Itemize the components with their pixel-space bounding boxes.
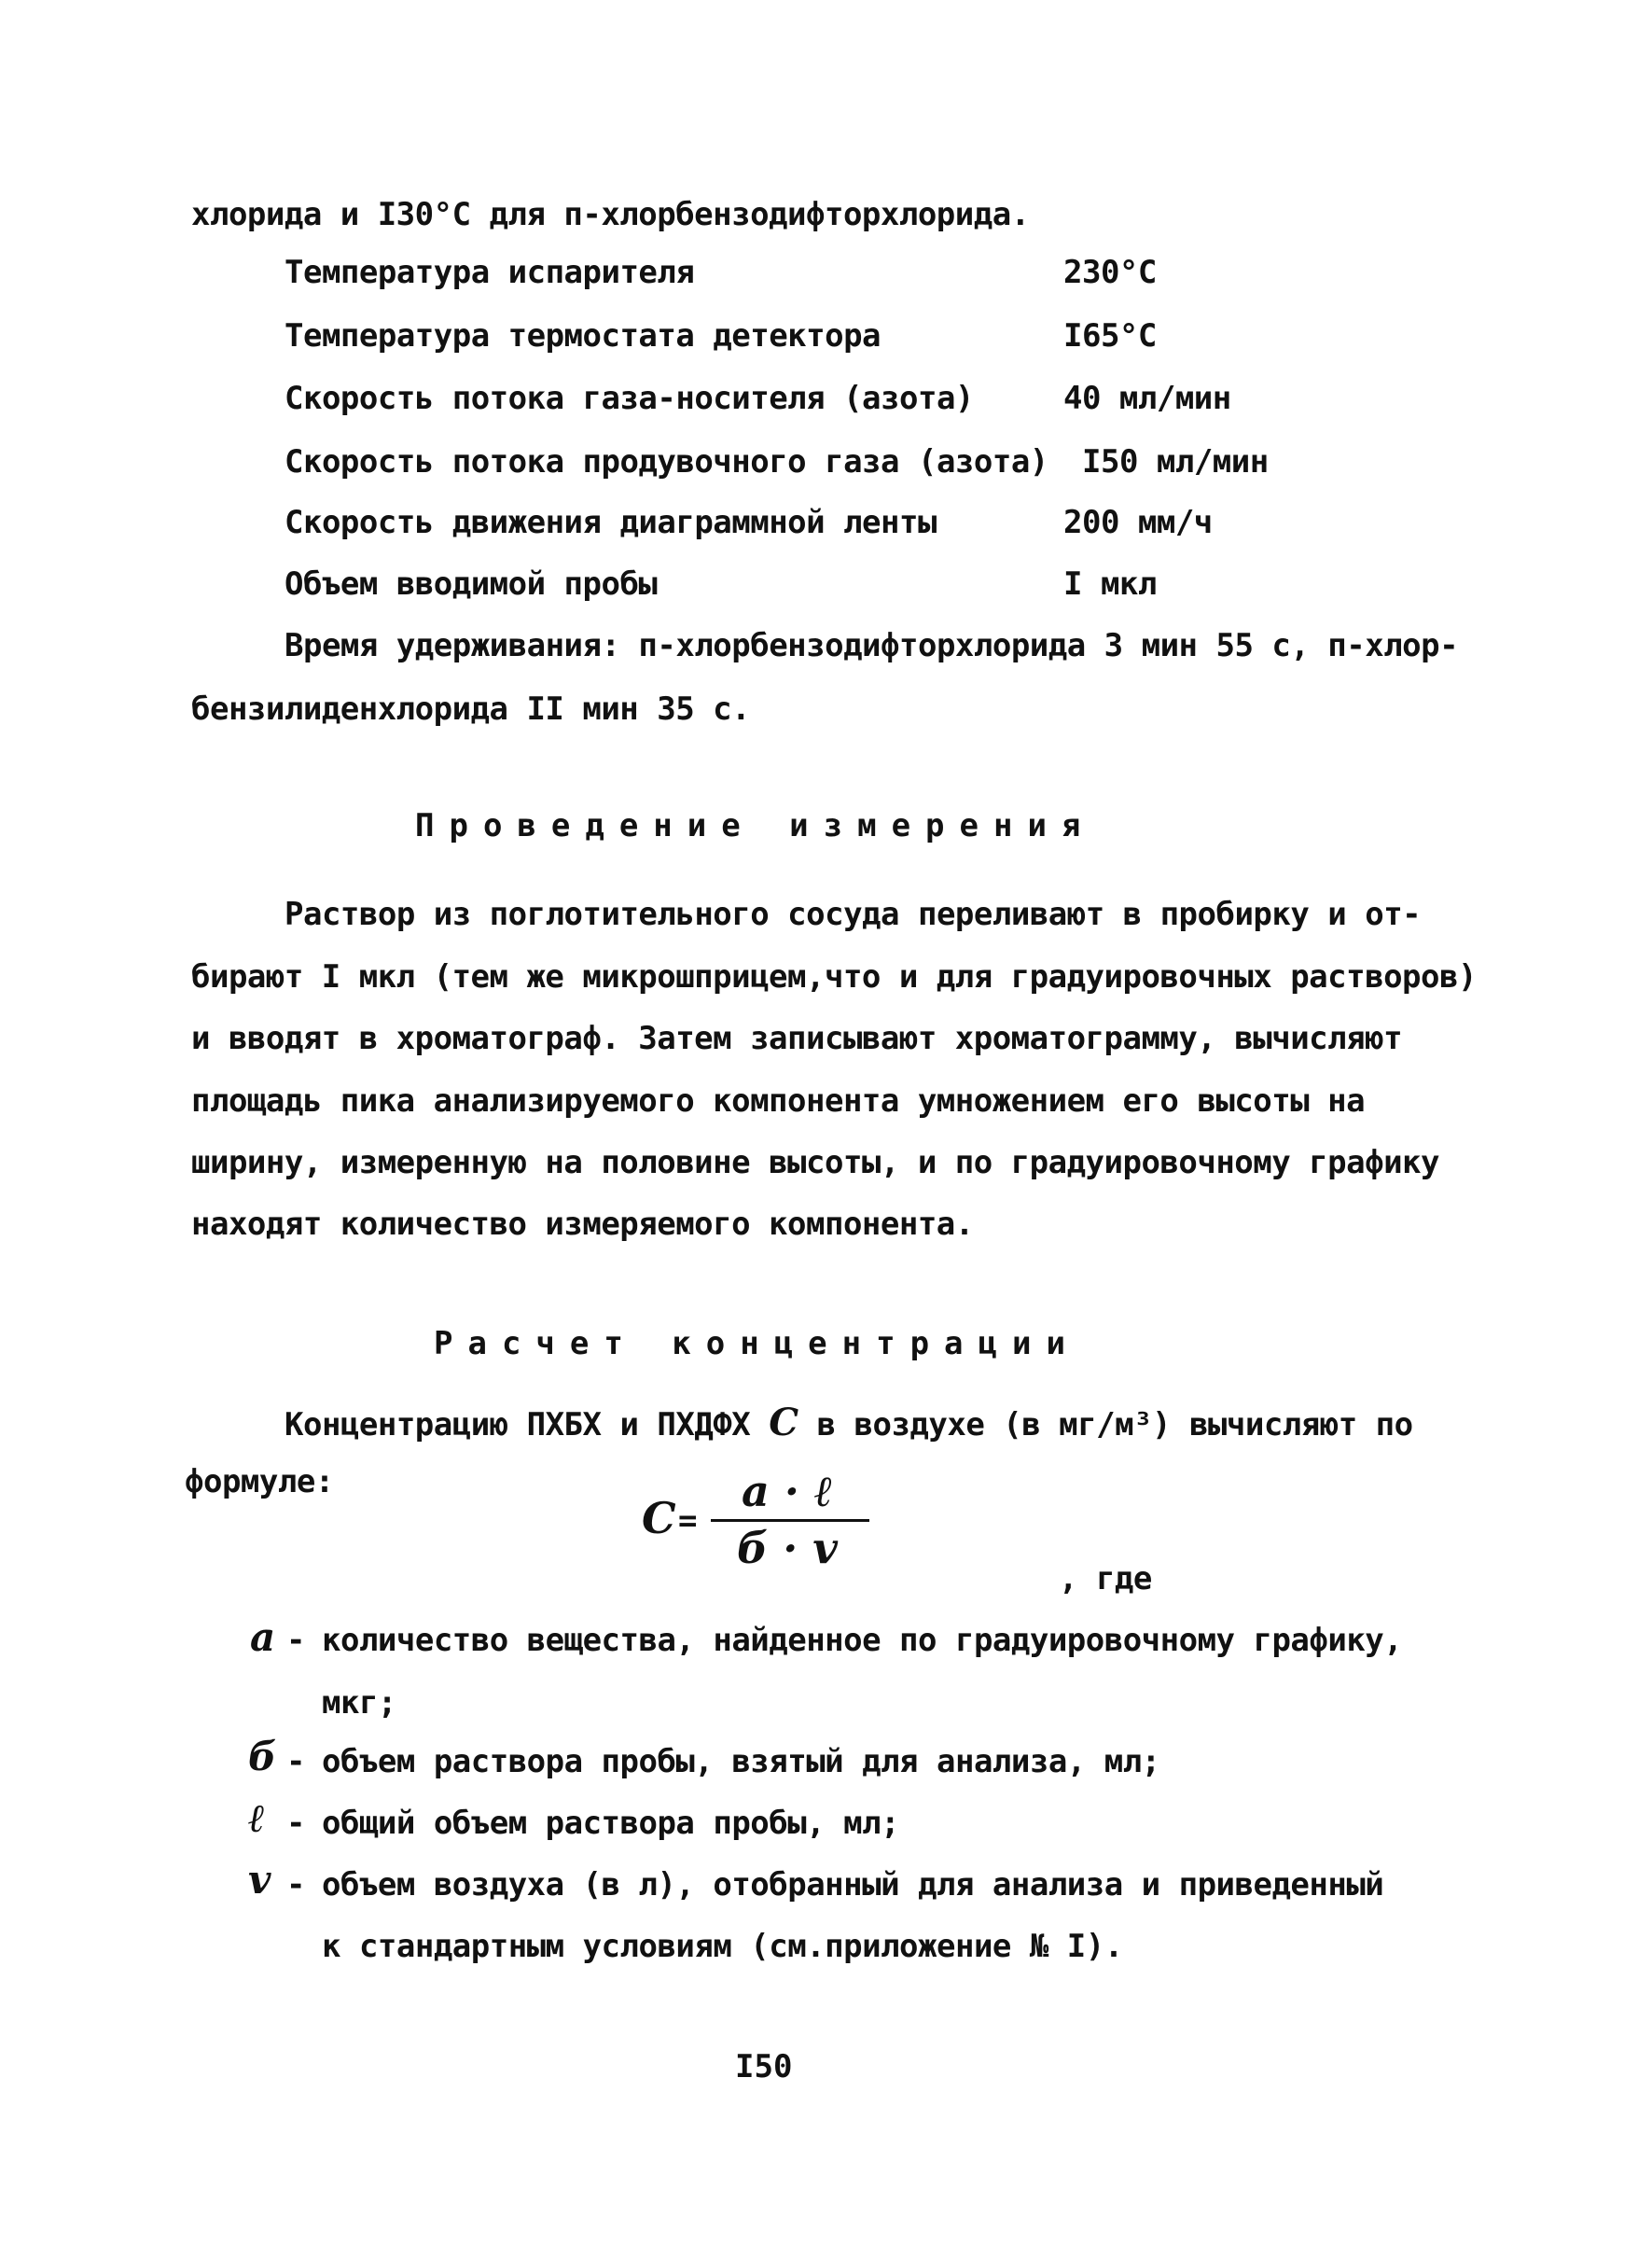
formula-equals: = (678, 1502, 697, 1540)
def-text: общий объем раствора пробы, мл; (322, 1805, 900, 1842)
param-value: I65°C (1063, 317, 1157, 355)
fraction-bar (711, 1519, 869, 1522)
def-symbol: ℓ (248, 1795, 265, 1841)
def-symbol: б (248, 1734, 277, 1779)
formula-lhs: C (642, 1493, 676, 1543)
formula-numerator: a · ℓ (742, 1466, 833, 1516)
def-dash: - (286, 1743, 305, 1780)
paragraph-line: находят количество измеряемого компонента. (191, 1206, 974, 1243)
param-value: 230°C (1063, 254, 1157, 291)
calc-intro-line-1 (285, 1401, 1413, 1444)
def-symbol: a (250, 1614, 276, 1660)
def-text: количество вещества, найденное по градуировочному графику, (322, 1622, 1403, 1659)
param-label: Скорость потока газа-носителя (азота) (285, 380, 974, 417)
calc-intro-var: C (769, 1401, 798, 1444)
formula-denominator: б · v (737, 1523, 838, 1573)
param-value: 40 мл/мин (1063, 380, 1231, 417)
calc-intro-a: Концентрацию ПХБХ и ПХДФХ (285, 1406, 751, 1443)
def-dash: - (286, 1622, 305, 1659)
def-symbol: v (248, 1857, 271, 1903)
param-label: Скорость движения диаграммной ленты (285, 504, 937, 541)
paragraph-line: ширину, измеренную на половине высоты, и по градуировочному графику (191, 1144, 1439, 1181)
param-label: Температура испарителя (285, 254, 695, 291)
page-number: I50 (735, 2048, 793, 2085)
section-title-measurement: Проведение измерения (415, 807, 1096, 844)
intro-line (191, 196, 1030, 233)
param-label: Скорость потока продувочного газа (азота) (285, 443, 1048, 481)
formula-where: , где (1059, 1560, 1152, 1597)
param-label: Объем вводимой пробы (285, 565, 658, 603)
paragraph-line: Раствор из поглотительного сосуда переливают в пробирку и от- (285, 896, 1422, 933)
param-label: Температура термостата детектора (285, 317, 882, 355)
retention-line-2: бензилиденхлорида II мин 35 с. (191, 690, 751, 728)
def-text-cont: к стандартным условиям (см.приложение № I). (322, 1928, 1123, 1965)
def-dash: - (286, 1866, 305, 1903)
param-value: I мкл (1063, 565, 1157, 603)
paragraph-line: и вводят в хроматограф. Затем записывают хроматограмму, вычисляют (191, 1020, 1403, 1057)
calc-intro-line-2: формуле: (185, 1463, 334, 1500)
param-value: 200 мм/ч (1063, 504, 1213, 541)
def-text: объем раствора пробы, взятый для анализа, мл; (322, 1743, 1160, 1780)
calc-intro-b: в воздухе (в мг/м³) вычисляют по (816, 1406, 1413, 1443)
def-dash: - (286, 1805, 305, 1842)
paragraph-line: бирают I мкл (тем же микрошприцем,что и для градуировочных растворов) (191, 958, 1477, 996)
param-value: I50 мл/мин (1082, 443, 1269, 481)
section-title-calculation: Расчет концентрации (434, 1325, 1080, 1362)
paragraph-line: площадь пика анализируемого компонента умножением его высоты на (191, 1082, 1366, 1120)
retention-line-1: Время удерживания: п-хлорбензодифторхлорида 3 мин 55 с, п-хлор- (285, 627, 1459, 664)
def-text: объем воздуха (в л), отобранный для анализа и приведенный (322, 1866, 1384, 1903)
def-text-cont: мкг; (322, 1684, 396, 1722)
intro-line-text: хлорида и I30°C для п-хлорбензодифторхлорида. (191, 196, 1030, 233)
